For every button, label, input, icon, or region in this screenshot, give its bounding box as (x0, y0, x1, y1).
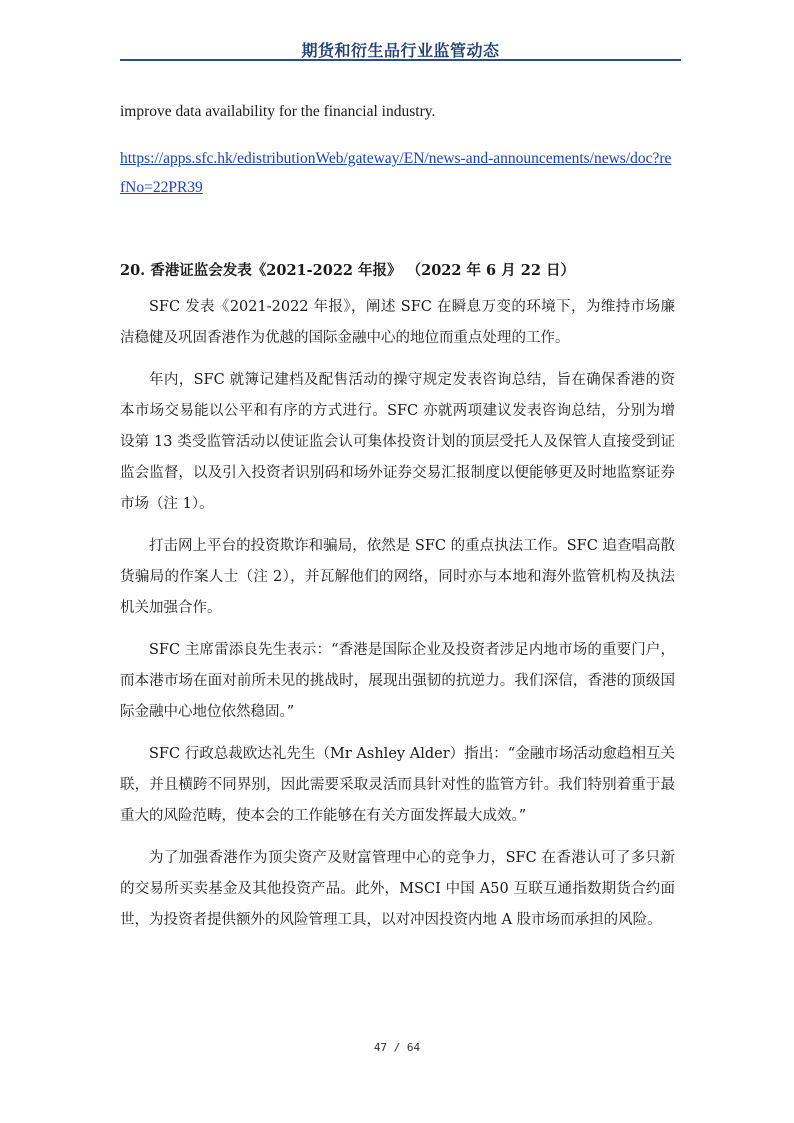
header-divider (120, 59, 681, 61)
paragraph-3: 打击网上平台的投资欺诈和骗局，依然是 SFC 的重点执法工作。SFC 追查唱高散货骗局的作案人士（注 2），并瓦解他们的网络，同时亦与本地和海外监管机构及执法机关加强合作。 (120, 538, 675, 616)
paragraph-6: 为了加强香港作为顶尖资产及财富管理中心的竞争力，SFC 在香港认可了多只新的交易所买卖基金及其他投资产品。此外，MSCI 中国 A50 互联互通指数期货合约面世，为投资者提供额外的风险管理工具，以对冲因投资内地 A 股市场而承担的风险。 (120, 850, 675, 928)
paragraph-2: 年内，SFC 就簿记建档及配售活动的操守规定发表咨询总结，旨在确保香港的资本市场交易能以公平和有序的方式进行。SFC 亦就两项建议发表咨询总结，分别为增设第 13 类受监管活动以使证监会认可集体投资计划的顶层受托人及保管人直接受到证监会监督，以及引入投资者识别码和场外证券交易汇报制度以便能够更及时地监察证券市场（注 1）。 (120, 372, 675, 512)
source-link[interactable]: https://apps.sfc.hk/edistributionWeb/gateway/EN/news-and-announcements/news/doc?refNo=22PR39 (120, 150, 672, 196)
paragraph-4: SFC 主席雷添良先生表示：“香港是国际企业及投资者涉足内地市场的重要门户，而本港市场在面对前所未见的挑战时，展现出强韧的抗逆力。我们深信，香港的顶级国际金融中心地位依然稳固。” (120, 642, 675, 720)
page-content (120, 100, 675, 947)
lead-text: improve data availability for the financial industry. (120, 103, 436, 120)
page-number: 47 / 64 (373, 1041, 421, 1054)
section-title: 20. 香港证监会发表《2021-2022 年报》 （2022 年 6 月 22 日） (120, 262, 575, 279)
paragraph-5: SFC 行政总裁欧达礼先生（Mr Ashley Alder）指出：“金融市场活动愈趋相互关联，并且横跨不同界别，因此需要采取灵活而具针对性的监管方针。我们特别着重于最重大的风险范畴，使本会的工作能够在有关方面发挥最大成效。” (120, 746, 675, 824)
paragraph-1: SFC 发表《2021-2022 年报》，阐述 SFC 在瞬息万变的环境下，为维持市场廉洁稳健及巩固香港作为优越的国际金融中心的地位而重点处理的工作。 (120, 299, 675, 346)
page-header-title: 期货和衍生品行业监管动态 (301, 41, 500, 60)
